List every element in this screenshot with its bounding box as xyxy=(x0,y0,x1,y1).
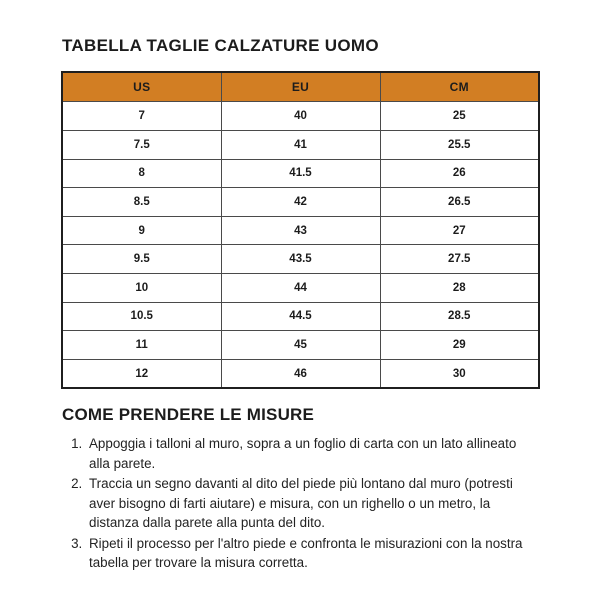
size-table-header-row xyxy=(62,72,539,102)
size-table-header-cell: CM xyxy=(380,72,539,102)
table-cell: 41.5 xyxy=(221,159,380,188)
size-table-head xyxy=(62,72,539,102)
table-cell: 28.5 xyxy=(380,302,539,331)
size-table-body xyxy=(62,102,539,388)
table-row xyxy=(62,216,539,245)
table-cell: 8.5 xyxy=(62,188,221,217)
table-cell: 27.5 xyxy=(380,245,539,274)
table-cell: 44.5 xyxy=(221,302,380,331)
table-cell: 9.5 xyxy=(62,245,221,274)
table-cell: 43 xyxy=(221,216,380,245)
size-table-header-cell: EU xyxy=(221,72,380,102)
instructions-title: COME PRENDERE LE MISURE xyxy=(62,405,315,425)
table-cell: 9 xyxy=(62,216,221,245)
table-cell: 43.5 xyxy=(221,245,380,274)
table-cell: 7.5 xyxy=(62,130,221,159)
instruction-step: 1. Appoggia i talloni al muro, sopra a un foglio di carta con un lato allineato alla parete. xyxy=(86,434,540,473)
table-cell: 25 xyxy=(380,102,539,131)
table-cell: 45 xyxy=(221,331,380,360)
table-row xyxy=(62,188,539,217)
table-cell: 26.5 xyxy=(380,188,539,217)
table-row xyxy=(62,331,539,360)
instructions-list xyxy=(61,434,540,572)
page-title: TABELLA TAGLIE CALZATURE UOMO xyxy=(62,36,379,55)
table-row xyxy=(62,302,539,331)
table-cell: 10.5 xyxy=(62,302,221,331)
table-row xyxy=(62,245,539,274)
table-row xyxy=(62,273,539,302)
table-cell: 44 xyxy=(221,273,380,302)
table-row xyxy=(62,159,539,188)
table-row xyxy=(62,359,539,388)
table-cell: 28 xyxy=(380,273,539,302)
table-cell: 11 xyxy=(62,331,221,360)
size-table xyxy=(61,71,540,389)
instruction-step: 3. Ripeti il processo per l'altro piede e confronta le misurazioni con la nostra tabella per trovare la misura corretta. xyxy=(86,534,540,573)
table-cell: 25.5 xyxy=(380,130,539,159)
table-cell: 27 xyxy=(380,216,539,245)
table-cell: 46 xyxy=(221,359,380,388)
instruction-step: 2. Traccia un segno davanti al dito del piede più lontano dal muro (potresti aver bisogno di farti aiutare) e misura, con un righello o un metro, la distanza dalla parete alla punta del dito. xyxy=(86,474,540,532)
table-cell: 7 xyxy=(62,102,221,131)
table-row xyxy=(62,130,539,159)
table-cell: 42 xyxy=(221,188,380,217)
table-cell: 41 xyxy=(221,130,380,159)
table-cell: 10 xyxy=(62,273,221,302)
table-cell: 30 xyxy=(380,359,539,388)
size-table-header-cell: US xyxy=(62,72,221,102)
table-cell: 8 xyxy=(62,159,221,188)
table-row xyxy=(62,102,539,131)
table-cell: 12 xyxy=(62,359,221,388)
table-cell: 40 xyxy=(221,102,380,131)
table-cell: 29 xyxy=(380,331,539,360)
table-cell: 26 xyxy=(380,159,539,188)
